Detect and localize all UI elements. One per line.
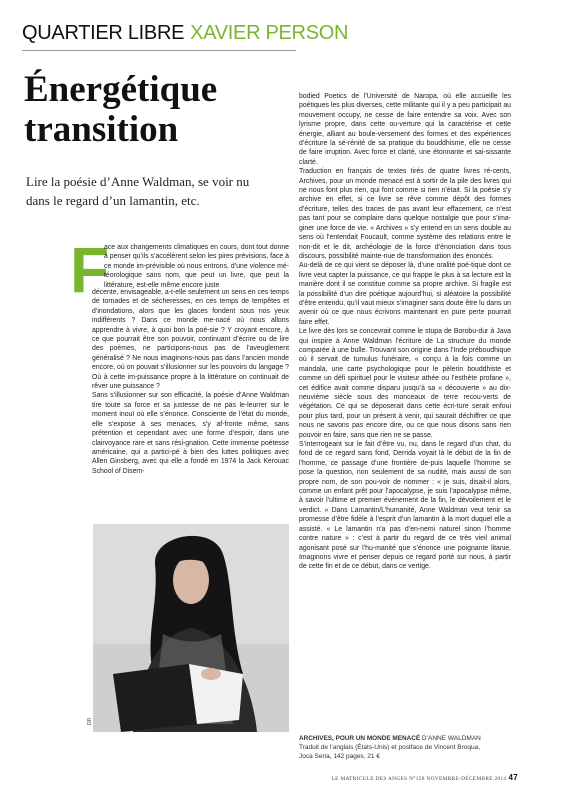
article-standfirst: Lire la poésie d’Anne Waldman, se voir nu dans le regard d’un lamantin, etc. (26, 174, 250, 208)
header-rule (22, 50, 296, 51)
author-photo (93, 524, 289, 732)
column-1 (92, 288, 289, 476)
book-author: D’ANNE WALDMAN (421, 735, 481, 742)
title-line-2: transition (24, 109, 179, 150)
book-title: ARCHIVES, POUR UN MONDE MENACÉ (299, 735, 421, 742)
paragraph: Le livre dès lors se concevrait comme le stupa de Borobu-dur à Java qui inspire à Anne Waldman l’écriture de La structure du monde comparée à une bulle. Trouvant son origine dans l’Inde préboudhique où il servait de tumulus funéraire, « conçu à la fois comme un mandala, une carte psychologique pour le pèlerin bouddhiste et comme un défi spirituel pour le visiteur athée ou l’esthète profane », cet édifice avait comme disparu jusqu’à sa « découverte » au dix-neuvième siècle sous des monceaux de terre recou-verts de végétation. Ce qui se déposerait dans cette écri-ture serait enfoui pour plus tard, pour un présent à venir, qui saurait déchiffrer ce que nous ne savons pas encore dire, ou ce que nous disons sans rien pouvoir en faire, sans que rien ne se passe. (299, 328, 511, 439)
rubric-author: XAVIER PERSON (190, 22, 349, 44)
portrait-illustration (93, 524, 289, 732)
article-title (24, 70, 284, 150)
paragraph: S’interrogeant sur le fait d’être vu, nu, dans le regard d’un chat, du fond de ce regard sans fond, Derrida voyait là le début de la fin de l’homme, ce passage d’une frontière de-puis laquelle l’homme se pose la question, non seulement de sa nudité, mais aussi de son propre nom, de son pou-voir de nommer : « je suis, disait-il alors, comme un enfant prêt pour l’apocalypse, je suis l’apocalypse même, à savoir l’ultime et premier événement de la fin, le dévoilement et le verdict. » Dans Lamantin/L’humanité, Anne Waldman veut tenir sa promesse d’être fidèle à l’esprit d’un lamantin à la mort duquel elle a assisté. « Le lamantin n’a pas d’en-nemi naturel sinon l’homme contre nature » : c’est à partir du regard de ce très vieil animal agonisant posé sur l’hu-manité que s’énonce une poignante litanie. Imaginons vivre et penser depuis ce regard porté sur nous, à partir de cette fin et de ce début, dans ce vertige. (299, 441, 511, 571)
paragraph: décente, envisageable, a-t-elle seulement un sens en ces temps de tornades et de sécheresses, en ces temps de tempêtes et d’inondations, alors que les glaces fondent sous nos yeux indifférents ? Dans ce monde me-nacé où nous allons apprendre à vivre, à quoi bon la poé-sie ? Y croyant encore, à ce que pourrait être son pouvoir, continuant d’écrire ou de lire des poèmes, ne participons-nous pas de l’aveuglement généralisé ? Ne nous imaginons-nous pas dans l’ancien monde encore, où on pouvait s’illusionner sur les pouvoirs du langage ? Où à cette im-puissance propre à la littérature on continuait de rêver une puissance ? (92, 289, 289, 391)
paragraph: Sans s’illusionner sur son efficacité, la poésie d’Anne Waldman tire toute sa force et sa justesse de ne pas le-leurrer sur le moment inouï où elle s’énonce. Consciente de l’état du monde, elle s’expose à ses menaces, s’y af-fronte même, sans prétention et cependant avec une forme d’espoir, dans une clairvoyance rare et sans rési-gnation. Cette immense poétesse américaine, qui a partici-pé à bien des luttes politiques avec Allen Ginsberg, avec qui elle a fondé en 1974 la Jack Kerouac School of Disem- (92, 392, 289, 475)
book-translation: Traduit de l’anglais (États-Unis) et postface de Vincent Broqua, (299, 744, 481, 751)
paragraph: bodied Poetics de l’Université de Naropa, où elle accueille les poétiques les plus diverses, cette militante qui il y a peu participait au mouvement occupy, ne cesse de faire entendre sa voix. Avec son lyrisme propre, dans cette ou-verture qui la caractérise et cette énergie, alliant au boule-versement des formes et des expériences d’écriture la sé-rénité de sa pratique du bouddhisme, elle ne cesse de faire irruption. Avec force et clarté, une étonnante et sai-sissante clarté. (299, 93, 511, 166)
page-number: 47 (508, 773, 518, 782)
rubric-title: QUARTIER LIBRE (22, 22, 185, 44)
book-reference (299, 734, 511, 761)
paragraph: Traduction en français de textes tirés de quatre livres ré-cents, Archives, pour un monde menacé est à sortir de la pile des livres qui ne nous font plus rien, qui font comme si rien n’était. Si la poésie s’y archive en effet, si ce livre se rêve comme dépôt des formes d’écriture, telles des traces de pas avant leur effacement, ce n’est pas tant pour se complaire dans quelque nostalgie que pour s’ima-giner une force de vie. « Archives » s’y entend en un sens double au sens où l’entendait Foucault, comme système des relations entre le non-dit et le dit, archéologie de la force d’énonciation dans tous discours, possibilité mainte-nue de transformation des énoncés. (299, 168, 511, 260)
rubric-header (22, 22, 348, 45)
column-2 (299, 92, 511, 572)
page-footer (300, 773, 518, 782)
drop-cap: F (70, 234, 110, 306)
col1-lead-text: ace aux changements climatiques en cours, dont tout donne à penser qu’ils s’accélèrent selon les pires prévisions, face à ce monde im-prévisible où nous entrons, d’une violence mé-téorologique sans nom, que peut un livre, que peut la littérature, est-elle même encore juste (104, 244, 289, 289)
paragraph: Au-delà de ce qui vient se déposer là, d’une oralité poé-tique dont ce livre veut capter la puissance, ce qui frappe le plus à sa lecture est la manière dont il se constitue comme sa propre archive. Si fragile est la possibilité d’un dire poétique aujourd’hui, si aléatoire la possibilité d’être entendu, qu’il vaut mieux s’imaginer sans doute être lu dans un avenir où ce que nous écrivons maintenant en pure perte pourrait faire effet. (299, 262, 511, 326)
title-line-1: Énergétique (24, 69, 218, 110)
book-publisher: Joca Seria, 142 pages, 21 € (299, 753, 380, 760)
photo-credit: DR (87, 717, 93, 725)
footer-issue: LE MATRICULE DES ANGES N°158 NOVEMBRE-DÉCEMBRE 2014 (331, 776, 507, 782)
